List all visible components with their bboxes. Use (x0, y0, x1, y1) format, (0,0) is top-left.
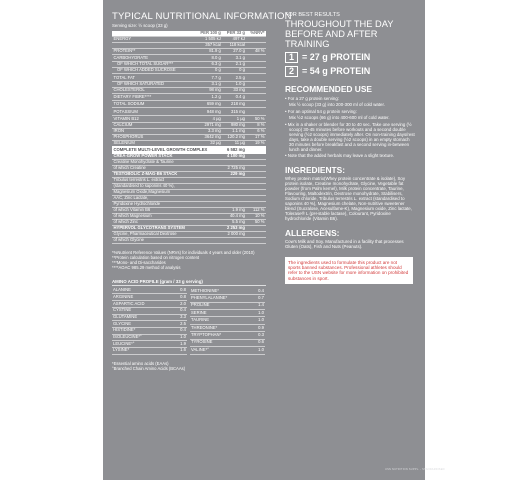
amino-table-right (190, 288, 265, 355)
amino-value: 0.6 (252, 339, 265, 346)
amino-value: 1.9 (173, 341, 187, 348)
stack-line-label: Tribulus terrestris L. extract (112, 178, 222, 184)
protein-amount: = 54 g PROTEIN (302, 66, 371, 76)
table-row (190, 288, 265, 295)
amino-value: 0.4 (173, 307, 187, 314)
nutrition-table (112, 31, 266, 244)
nrv-value (246, 54, 266, 61)
nrv-value (246, 108, 266, 115)
per-100g-value: 1.2 g (193, 93, 222, 100)
per-serving-value: 118 kcal (222, 42, 246, 48)
stack-line-label: of which Vitamin B6 (112, 207, 222, 213)
amino-name: TAURINE (190, 317, 252, 324)
table-row (112, 314, 187, 321)
nrv-value: 10 % (246, 213, 266, 219)
headline-line: BEFORE AND AFTER TRAINING (285, 29, 378, 49)
per-serving-value: 1 µg (222, 115, 246, 122)
nutrition-table-body (112, 36, 266, 243)
table-row (190, 317, 265, 324)
nrv-value (246, 237, 266, 243)
header-cell: PER 33 g (222, 31, 246, 36)
per-100g-value: 357 kcal (193, 42, 222, 48)
table-row (190, 324, 265, 331)
complex-label: COMPLETE MULTI-LEVEL GROWTH COMPLEX (112, 146, 222, 153)
table-row (190, 310, 265, 317)
recommended-line: Mix ½ scoop (33 g) into 200-300 ml of cold water. (289, 102, 385, 107)
amino-name: VALINE*° (190, 347, 252, 355)
table-row (190, 332, 265, 339)
note-line: ****AOAC 985.29 method of analysis (112, 264, 181, 270)
per-serving-value: 3.1 g (222, 54, 246, 61)
stack-line-label: Glycine, Pharmaceutical Dextrose (112, 231, 222, 237)
recommended-line: • Note that the added herbals may leave a slight texture. (285, 153, 395, 158)
row-label: POTASSIUM (112, 108, 193, 115)
stack-line-label: Creatine Monohydrate & Taurine (112, 160, 222, 166)
nrv-value: 112 % (246, 207, 266, 213)
per-serving-value: 0 g (222, 68, 246, 74)
per-100g-value: 4 µg (193, 115, 222, 122)
serving-size: Serving size: ½ scoop (33 g) (112, 23, 168, 28)
nutrition-title: TYPICAL NUTRITIONAL INFORMATION (112, 11, 292, 22)
per-100g-value: 659 mg (193, 100, 222, 107)
row-label: PHOSPHORUS (112, 134, 193, 140)
header-cell: %NRV* (246, 31, 266, 36)
nrv-value: 48 % (246, 48, 266, 54)
amino-name: THREONINE* (190, 324, 252, 331)
amino-name: ARGININE (112, 294, 173, 301)
note-line: *Essential amino acids (EAAs) (112, 360, 169, 366)
header-cell: PER 100 g (193, 31, 222, 36)
stack-value: 4 100 mg (222, 154, 246, 160)
amino-name: SERINE (190, 310, 252, 317)
nrv-value: 17 % (246, 134, 266, 140)
table-row (190, 302, 265, 309)
amino-notes (112, 361, 266, 371)
stack-label: HYPERVOL GLYCOTRANS SYSTEM (112, 225, 222, 231)
per-100g-value: 948 mg (193, 108, 222, 115)
per-100g-value: 81.9 g (193, 48, 222, 54)
allergens-text: Cow's Milk and Soy. Manufactured in a facility that processes Gluten (Oats), Fish and Nuts (Peanuts). (285, 239, 404, 249)
per-100g-value: 3.3 mg (193, 128, 222, 134)
nrv-value: 6 % (246, 128, 266, 134)
row-label: OF WHICH SATURATED (112, 81, 193, 87)
row-label: OF WHICH ADDED SUCROSE (112, 68, 193, 74)
note-line: **Protein calculation based on nitrogen content (112, 254, 200, 260)
table-row (112, 334, 187, 341)
amino-name: GLUTAMINE (112, 314, 173, 321)
per-serving-value: 1.0 g (222, 81, 246, 87)
per-100g-value: 2971 mg (193, 123, 222, 129)
recommended-line: • Mix in a shaker or blender for 30 to 40 sec. Take one serving (½ scoop) 30-45 minutes before workouts and a second double serving (½2 scoops) immediately after. On non-training days/rest days, take a double serving (½2 scoops) in an empty stomach 30 minutes before breakfast and a second serving in-between lunch and dinner. (285, 121, 415, 152)
scoop-count-box: 1 (285, 52, 298, 63)
stack-value: 229 mg (222, 172, 246, 178)
ingredients-title: INGREDIENTS: (285, 165, 346, 175)
amino-name: ISOLEUCINE*° (112, 334, 173, 341)
table-row (112, 108, 266, 115)
nrv-value (246, 100, 266, 107)
row-label: TOTAL SODIUM (112, 100, 193, 107)
amino-name: LEUCINE*° (112, 341, 173, 348)
recommended-line: Mix ½2 scoops (66 g) into 400-600 ml of cold water. (289, 115, 390, 120)
per-serving-value: 27.0 g (222, 48, 246, 54)
table-row (190, 295, 265, 302)
nutrition-column (112, 11, 292, 371)
amino-value: 1.0 (252, 317, 265, 324)
per-serving-value: 120.2 mg (222, 134, 246, 140)
note-line: *%Nutrient Reference Values (NRVs) for individuals 4 years and older (2010) (112, 249, 255, 255)
per-serving-value: 980 mg (222, 123, 246, 129)
amino-value: 3.3 (173, 314, 187, 321)
stack-line-value: 2 000 mg (222, 231, 246, 237)
table-row (190, 347, 265, 355)
nrv-value: 19 % (246, 140, 266, 146)
protein-serving-1 (285, 52, 415, 63)
table-row (112, 294, 187, 301)
per-serving-value: 11 µg (222, 140, 246, 146)
row-label: PROTEIN** (112, 48, 193, 54)
per-serving-value: 497 kJ (222, 36, 246, 42)
headline (285, 19, 415, 49)
table-row (112, 347, 187, 354)
per-100g-value: 3642 mg (193, 134, 222, 140)
protein-amount: = 27 g PROTEIN (302, 52, 371, 62)
nrv-value: 50 % (246, 115, 266, 122)
amino-title: AMINO ACID PROFILE (gram / 33 g serving) (112, 279, 266, 286)
amino-name: ALANINE (112, 288, 173, 294)
amino-value: 1.0 (252, 310, 265, 317)
amino-value: 1.4 (252, 302, 265, 309)
stack-line-label: (standardised to saponins 40 %), (112, 184, 222, 190)
amino-value: 0.4 (252, 288, 265, 295)
product-label-panel (103, 0, 445, 480)
per-100g-value: 6.3 g (193, 62, 222, 68)
per-serving-value: 218 mg (222, 100, 246, 107)
row-label: DIETARY FIBRE**** (112, 93, 193, 100)
amino-value: 0.7 (252, 295, 265, 302)
per-100g-value: 3.1 g (193, 81, 222, 87)
amino-value: 0.3 (252, 332, 265, 339)
per-100g-value: 98 mg (193, 87, 222, 93)
per-serving-value: 315 mg (222, 108, 246, 115)
stack-line-value: 2 725 mg (222, 166, 246, 172)
recommended-line: • For a 27 g protein serving: (285, 95, 340, 101)
row-label: CALCIUM (112, 123, 193, 129)
nrv-value: 50 % (246, 219, 266, 225)
amino-value: 0.8 (173, 288, 187, 294)
amino-value: 1.0 (173, 334, 187, 341)
amino-value: 0.4 (173, 327, 187, 334)
recommended-use-list (285, 96, 415, 159)
nrv-value (246, 146, 266, 153)
amino-name: TYROSINE (190, 339, 252, 346)
table-row (112, 100, 266, 107)
nrv-value: 8 % (246, 123, 266, 129)
amino-name: METHIONINE* (190, 288, 252, 295)
amino-value: 1.0 (252, 347, 265, 355)
stack-line-label: Magnesium Oxide,Magnesium (112, 190, 222, 196)
amino-name: PROLINE (190, 302, 252, 309)
headline-line: THROUGHOUT THE DAY (285, 19, 394, 29)
stack-line-label: AAC, Zinc Lactate, (112, 196, 222, 202)
stack-line-label: of which Creatine (112, 166, 222, 172)
per-100g-value: 8.0 g (193, 54, 222, 61)
row-label: CHOLESTEROL (112, 87, 193, 93)
per-serving-value: 2.1 g (222, 62, 246, 68)
amino-value: 1.6 (173, 347, 187, 354)
row-label: ENERGY (112, 36, 193, 42)
note-line: ***Mono- and Di-saccharides (112, 259, 166, 265)
stack-line-value (222, 237, 246, 243)
stack-label: CREA-GROW POWER STACK (112, 154, 222, 160)
amino-name: TRYPTOPHAN* (190, 332, 252, 339)
table-row (112, 237, 266, 243)
amino-profile (112, 288, 266, 355)
stack-line-value: 40.4 mg (222, 213, 246, 219)
stack-line-label: of which Glycine (112, 237, 222, 243)
amino-value: 2.0 (173, 301, 187, 308)
per-serving-value: 2.5 g (222, 74, 246, 81)
per-100g-value: 7.7 g (193, 74, 222, 81)
footer-text: USN NUTRITION SUPPL. - STANDARDISED (385, 468, 445, 471)
ingredients-text: Whey protein matrix(Whey protein concentrate & isolate), Soy protein isolate, Creatine monohydrate, Glycine, Vegetable fat powder (from Palm kernel), Milk protein concentrate, Taurine, Flavouring, Maltodextrin, Dextrose monohydrate, Stabilisers, Sodium chloride, Tribulus terrestris L. extract (standardised to saponins 40 %), Magnesium chelate, Non-nutritive sweetener blend (Sucralose, Acesulfame-K), Magnesium oxide, Zinc lactate, Tolerase® L (pH-stable lactase), Colourant, Pyridoxine hydrochloride (Vitamin B6). (285, 176, 412, 221)
per-serving-value: 33 mg (222, 87, 246, 93)
amino-table-left (112, 288, 187, 355)
amino-name: ASPARTIC ACID (112, 301, 173, 308)
amino-name: HISTIDINE* (112, 327, 173, 334)
note-line: °Branched Chain Amino Acids (BCAAs) (112, 365, 186, 371)
recommended-line: • For an optimal 54 g protein serving: (285, 108, 357, 114)
complex-value: 6 582 mg (222, 146, 246, 153)
amino-name: GLYCINE (112, 321, 173, 328)
stack-value: 2 253 mg (222, 225, 246, 231)
amino-value: 2.5 (173, 321, 187, 328)
row-label: TOTAL FAT (112, 74, 193, 81)
nutrition-notes (112, 250, 266, 270)
per-100g-value: 0 g (193, 68, 222, 74)
stack-line-label: of which Zinc (112, 219, 222, 225)
row-label: IRON (112, 128, 193, 134)
amino-name: CYSTINE (112, 307, 173, 314)
stack-line-label: of which Magnesium (112, 213, 222, 219)
row-label: VITAMIN B12 (112, 115, 193, 122)
table-row (112, 93, 266, 100)
table-row (190, 339, 265, 346)
table-row (112, 74, 266, 81)
per-serving-value: 0.4 g (222, 93, 246, 100)
amino-value: 0.9 (252, 324, 265, 331)
nrv-value (246, 93, 266, 100)
stack-label: TESTOBOLIC Z-MAG-B6 STACK (112, 172, 222, 178)
usage-column (285, 12, 415, 284)
per-serving-value: 1.1 mg (222, 128, 246, 134)
allergens-title: ALLERGENS: (285, 228, 340, 238)
stack-line-label: Pyridoxine Hydrochloride (112, 202, 222, 208)
stack-line-value: 1.9 mg (222, 207, 246, 213)
amino-name: PHENYLALANINE* (190, 295, 252, 302)
row-label: OF WHICH TOTAL SUGAR*** (112, 62, 193, 68)
row-label: SELENIUM (112, 140, 193, 146)
amino-name: LYSINE* (112, 347, 173, 354)
nrv-value (246, 74, 266, 81)
best-results-label: FOR BEST RESULTS (285, 12, 340, 18)
scoop-count-box: 2 (285, 66, 298, 77)
stack-line-value: 5.5 mg (222, 219, 246, 225)
per-100g-value: 1 505 kJ (193, 36, 222, 42)
amino-value: 0.8 (173, 294, 187, 301)
per-100g-value: 32 µg (193, 140, 222, 146)
sport-warning-box: The ingredients used to formulate this product are not sports banned substances. Professional athletes should refer to the USN website for more information on prohibited substances in sport. (285, 257, 413, 284)
recommended-use-title: RECOMMENDED USE (285, 84, 373, 94)
row-label: CARBOHYDRATE (112, 54, 193, 61)
protein-serving-2 (285, 66, 415, 77)
